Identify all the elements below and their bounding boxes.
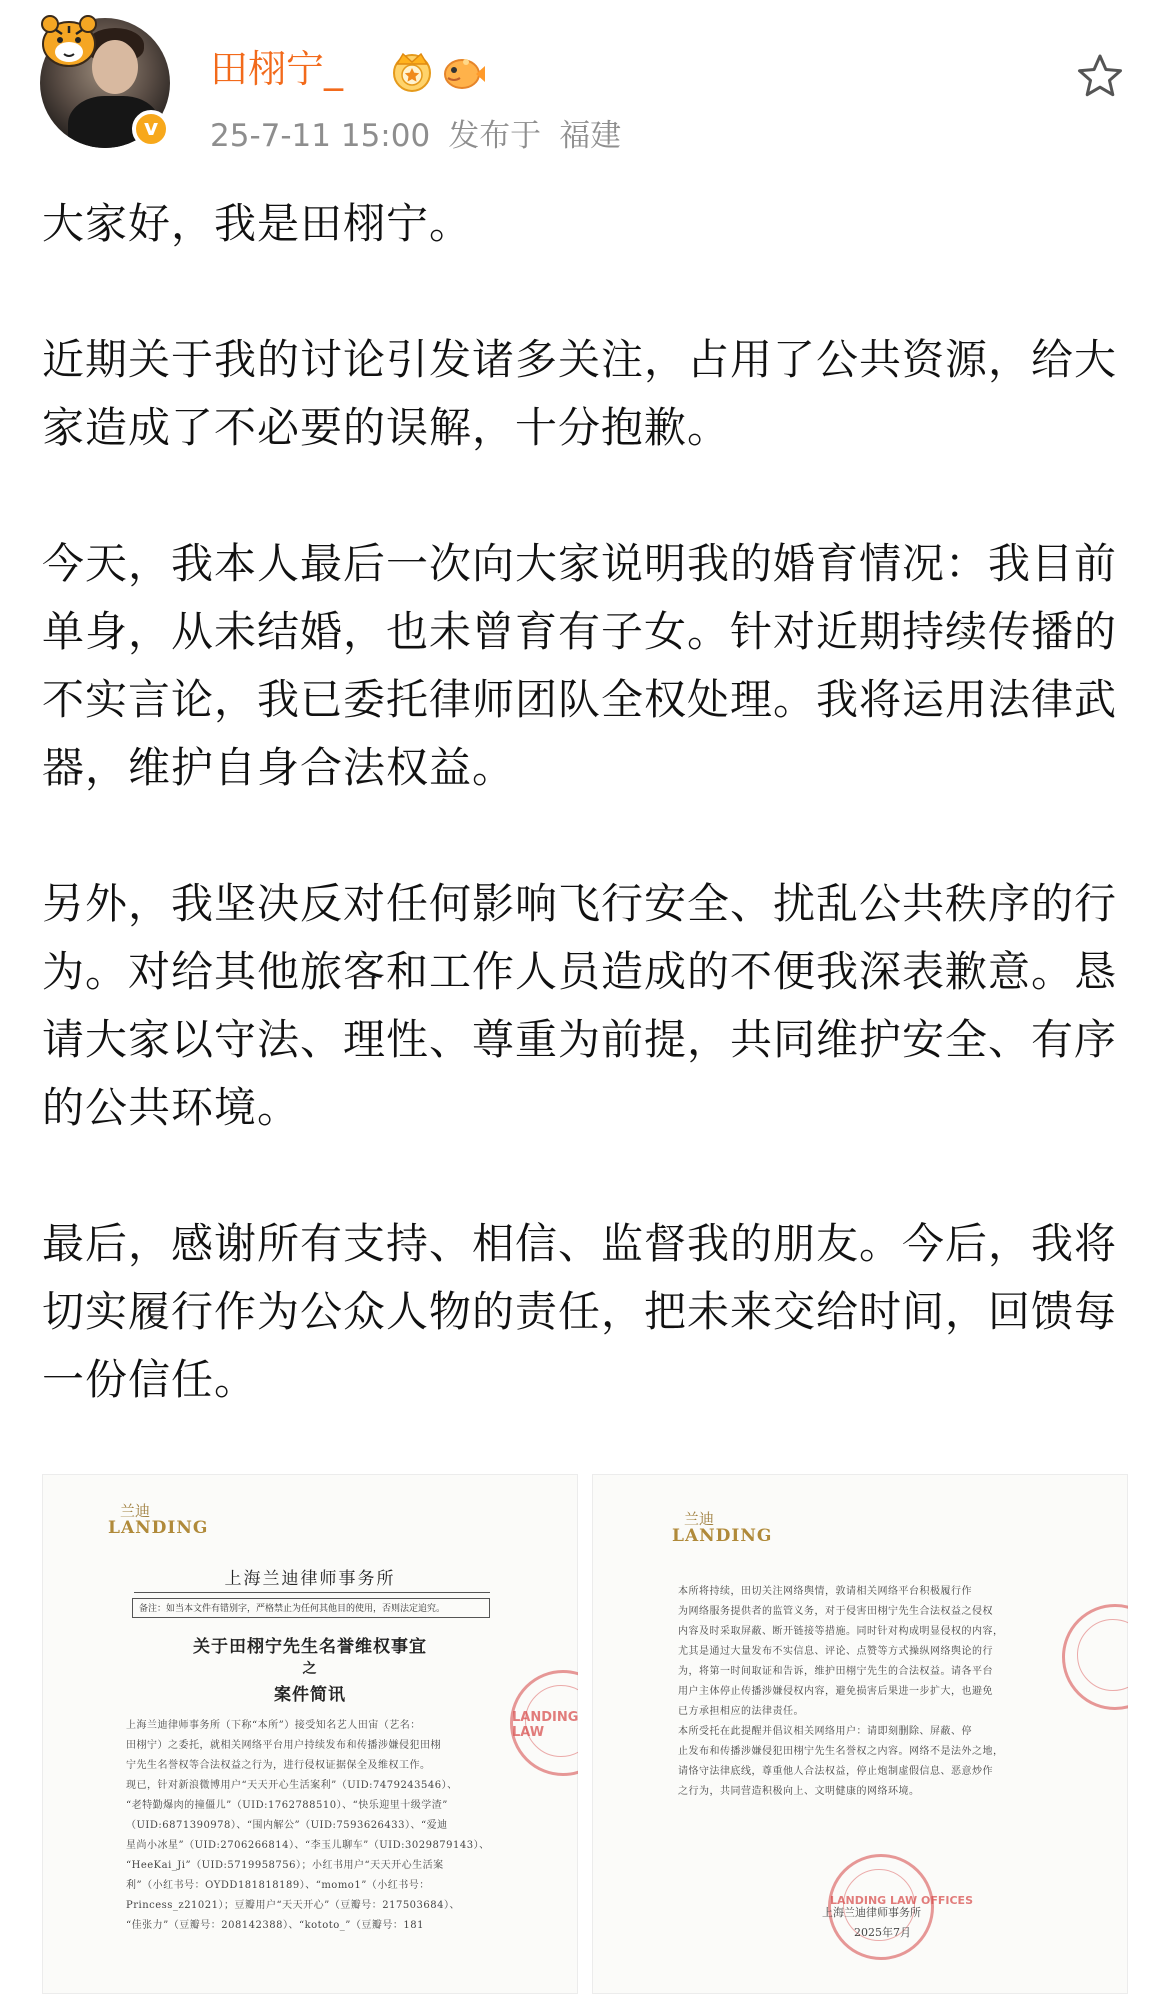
- seal-text: LANDING LAW: [512, 1710, 578, 1740]
- doc-line: 星尚小冰星”（UID:2706266814）、“李玉儿聊车”（UID:3029879143）、: [126, 1840, 490, 1851]
- doc-line: Princess_z21021）；豆瓣用户“天天开心”（豆瓣号：217503684）、: [126, 1900, 460, 1911]
- crown-badge-icon[interactable]: [385, 48, 439, 94]
- post-body: [42, 190, 1132, 1482]
- post-images: [42, 1474, 1128, 1994]
- doc-line: 用户主体停止传播涉嫌侵权内容，避免损害后果进一步扩大，也避免: [678, 1686, 993, 1697]
- post-paragraph: 近期关于我的讨论引发诸多关注，占用了公共资源，给大家造成了不必要的误解，十分抱歉。: [42, 335, 1118, 452]
- divider: [134, 1592, 490, 1593]
- doc-line: “佳张力”（豆瓣号：208142388）、“kototo_”（豆瓣号：181: [126, 1920, 424, 1931]
- location-prefix: 发布于: [448, 118, 542, 154]
- firm-logo-en: LANDING: [108, 1518, 209, 1538]
- doc-line: 现已，针对新浪微博用户“天天开心生活案利”（UID:7479243546）、: [126, 1780, 458, 1791]
- post-paragraph: 另外，我坚决反对任何影响飞行安全、扰乱公共秩序的行为。对给其他旅客和工作人员造成的不便我深表歉意。恳请大家以守法、理性、尊重为前提，共同维护安全、有序的公共环境。: [42, 879, 1118, 1132]
- doc-line: 宁先生名誉权等合法权益之行为，进行侵权证据保全及维权工作。: [126, 1760, 431, 1771]
- post-timestamp: 25-7-11 15:00: [210, 118, 431, 154]
- doc-signature: 上海兰迪律师事务所: [822, 1906, 921, 1919]
- seal-text: LANDING LAW OFFICES: [830, 1894, 973, 1907]
- doc-line: 尤其是通过大量发布不实信息、评论、点赞等方式操纵网络舆论的行: [678, 1646, 993, 1657]
- username[interactable]: 田栩宁_: [210, 47, 344, 91]
- doc-body: [126, 1716, 506, 1936]
- doc-notice: 备注：如当本文件有错别字，严格禁止为任何其他目的使用，否则法定追究。: [132, 1598, 490, 1618]
- fish-badge-icon[interactable]: [440, 52, 486, 92]
- doc-line: 本所将持续，田切关注网络舆情，敦请相关网络平台积极履行作: [678, 1586, 972, 1597]
- doc-date: 2025年7月: [854, 1926, 911, 1939]
- firm-logo-en: LANDING: [672, 1526, 773, 1546]
- doc-line: 为网络服务提供者的监管义务，对于侵害田栩宁先生合法权益之侵权: [678, 1606, 993, 1617]
- law-firm-seal: [1062, 1604, 1128, 1710]
- tiger-decoration-icon: [36, 12, 102, 70]
- firm-logo-cn: 兰迪: [684, 1510, 715, 1528]
- firm-name: 上海兰迪律师事务所: [224, 1569, 396, 1589]
- firm-logo-cn: 兰迪: [120, 1502, 151, 1520]
- doc-line: 请恪守法律底线，尊重他人合法权益，停止炮制虚假信息、恶意炒作: [678, 1766, 993, 1777]
- doc-line: 止发布和传播涉嫌侵犯田栩宁先生名誉权之内容。网络不是法外之地，: [678, 1746, 1004, 1757]
- avatar[interactable]: [40, 18, 170, 154]
- doc-line: 内容及时采取屏蔽、断开链接等措施。同时针对构成明显侵权的内容，: [678, 1626, 1004, 1637]
- doc-line: （UID:6871390978）、“围内解公”（UID:7593626433）、“爱迪: [126, 1820, 448, 1831]
- post-paragraph: 大家好，我是田栩宁。: [42, 199, 473, 248]
- doc-line: 田栩宁）之委托，就相关网络平台用户持续发布和传播涉嫌侵犯田栩: [126, 1740, 441, 1751]
- doc-line: 为，将第一时间取证和告诉，维护田栩宁先生的合法权益。请各平台: [678, 1666, 993, 1677]
- post-header: [0, 0, 1170, 170]
- post-paragraph: 今天，我本人最后一次向大家说明我的婚育情况：我目前单身，从未结婚，也未曾育有子女。针对近期持续传播的不实言论，我已委托律师团队全权处理。我将运用法律武器，维护自身合法权益。: [42, 539, 1118, 792]
- doc-line: 之行为，共同营造积极向上、文明健康的网络环境。: [678, 1786, 920, 1797]
- doc-title: 关于田栩宁先生名誉维权事宜: [193, 1637, 427, 1657]
- doc-subtitle: 案件简讯: [274, 1685, 346, 1705]
- doc-line: 已方承担相应的法律责任。: [678, 1706, 804, 1717]
- doc-line: 利”（小红书号：OYDD181818189）、“momo1”（小红书号：: [126, 1880, 430, 1891]
- doc-title-connector: 之: [302, 1661, 318, 1677]
- doc-line: 上海兰迪律师事务所（下称“本所”）接受知名艺人田宙（艺名：: [126, 1720, 421, 1731]
- post-meta: [210, 116, 639, 156]
- document-image-2[interactable]: [592, 1474, 1128, 1994]
- doc-body: [678, 1582, 1058, 1802]
- post-location: 福建: [559, 118, 622, 154]
- doc-line: “HeeKai_Ji”（UID:5719958756）；小红书用户“天天开心生活案: [126, 1860, 444, 1871]
- post-paragraph: 最后，感谢所有支持、相信、监督我的朋友。今后，我将切实履行作为公众人物的责任，把未来交给时间，回馈每一份信任。: [42, 1219, 1118, 1404]
- doc-line: 本所受托在此提醒并倡议相关网络用户：请即刻删除、屏蔽、停: [678, 1726, 972, 1737]
- doc-line: “老特勤爆肉的撞僵儿”（UID:1762788510）、“快乐迎里十级学渣”: [126, 1800, 448, 1811]
- document-image-1[interactable]: [42, 1474, 578, 1994]
- star-outline-icon[interactable]: [1073, 50, 1127, 104]
- verified-badge: v: [132, 110, 170, 148]
